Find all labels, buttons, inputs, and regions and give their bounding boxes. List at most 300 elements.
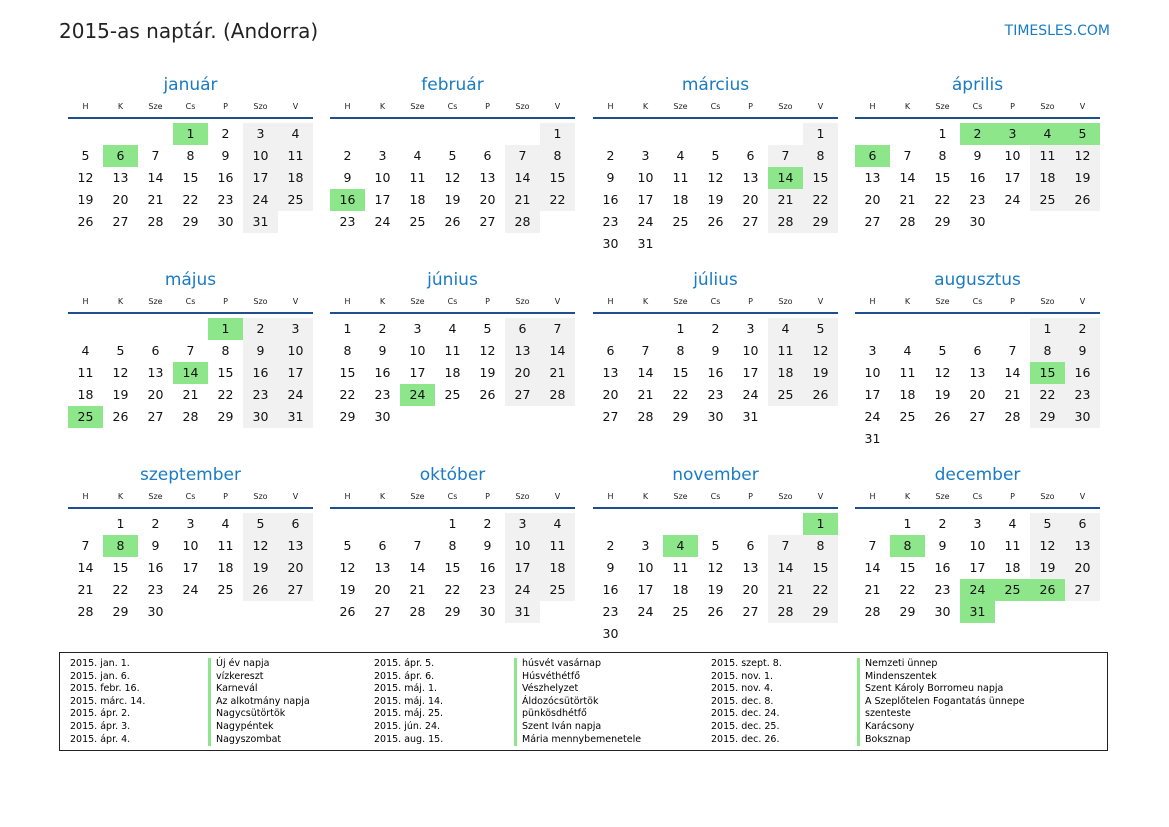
holiday-day-cell: 2 — [960, 123, 995, 145]
day-cell: 19 — [112, 387, 129, 402]
weekday-label: Cs — [972, 297, 983, 306]
day-cell: 10 — [637, 170, 654, 185]
week-row — [330, 123, 575, 145]
legend-holiday-name: Mindenszentek — [857, 671, 1025, 684]
week-row — [593, 362, 838, 384]
day-cell: 8 — [448, 538, 457, 553]
week-row — [68, 123, 313, 145]
day-cell: 28 — [147, 214, 164, 229]
weekday-label: P — [223, 297, 228, 306]
month-4 — [855, 72, 1100, 233]
day-cell: 15 — [672, 365, 689, 380]
day-cell: 17 — [637, 582, 654, 597]
empty-cell — [593, 318, 628, 340]
week-row — [330, 557, 575, 579]
week-row — [68, 557, 313, 579]
day-cell: 10 — [864, 365, 881, 380]
day-cell: 21 — [505, 189, 540, 211]
day-cell: 23 — [707, 387, 724, 402]
day-cell: 10 — [742, 343, 759, 358]
day-cell: 25 — [540, 579, 575, 601]
day-cell: 15 — [803, 557, 838, 579]
empty-cell — [505, 123, 540, 145]
week-row — [330, 579, 575, 601]
day-cell: 6 — [378, 538, 387, 553]
weekday-label: Cs — [185, 102, 196, 111]
empty-cell — [208, 601, 243, 623]
day-cell: 21 — [409, 582, 426, 597]
day-cell: 20 — [147, 387, 164, 402]
day-cell: 8 — [186, 148, 195, 163]
day-cell: 3 — [505, 513, 540, 535]
empty-cell — [733, 123, 768, 145]
day-cell: 4 — [540, 513, 575, 535]
day-cell: 5 — [938, 343, 947, 358]
empty-cell — [278, 211, 313, 233]
day-cell: 14 — [637, 365, 654, 380]
holiday-day-cell: 26 — [1030, 579, 1065, 601]
day-cell: 6 — [151, 343, 160, 358]
day-cell: 26 — [479, 387, 496, 402]
day-cell: 7 — [903, 148, 912, 163]
empty-cell — [435, 406, 470, 428]
empty-cell — [803, 406, 838, 428]
weekday-label: Cs — [447, 102, 458, 111]
page-title: 2015-as naptár. (Andorra) — [59, 19, 319, 43]
weekday-label: Sze — [148, 102, 163, 111]
weekday-label: Sze — [673, 102, 688, 111]
day-cell: 19 — [479, 365, 496, 380]
day-cell: 31 — [864, 431, 881, 446]
week-row — [68, 211, 313, 233]
day-cell: 12 — [707, 560, 724, 575]
weekday-label: K — [904, 102, 911, 111]
day-cell: 11 — [540, 535, 575, 557]
day-cell: 3 — [973, 516, 982, 531]
weekday-label: Cs — [447, 492, 458, 501]
holiday-day-cell: 3 — [995, 123, 1030, 145]
day-cell: 27 — [742, 214, 759, 229]
legend-holiday-name: pünkösdhétfő — [514, 708, 641, 721]
week-row — [68, 167, 313, 189]
day-cell: 3 — [641, 148, 650, 163]
week-row — [330, 340, 575, 362]
legend-date: 2015. nov. 1. — [711, 670, 774, 682]
day-cell: 26 — [707, 214, 724, 229]
legend-holiday-name: szenteste — [857, 708, 1025, 721]
day-cell: 5 — [81, 148, 90, 163]
brand-link[interactable]: TIMESLES.COM — [1004, 23, 1110, 39]
holiday-day-cell: 15 — [1030, 362, 1065, 384]
weekday-label: K — [117, 492, 124, 501]
day-cell: 17 — [182, 560, 199, 575]
weekday-label: Szo — [253, 102, 268, 111]
legend-date: 2015. dec. 8. — [711, 695, 774, 707]
holiday-day-cell: 6 — [103, 145, 138, 167]
day-cell: 24 — [243, 189, 278, 211]
day-cell: 15 — [112, 560, 129, 575]
empty-cell — [470, 123, 505, 145]
month-2 — [330, 72, 575, 233]
weekday-label: P — [1010, 492, 1015, 501]
day-cell: 3 — [868, 343, 877, 358]
day-cell: 30 — [934, 604, 951, 619]
day-cell: 30 — [1065, 406, 1100, 428]
day-cell: 21 — [77, 582, 94, 597]
week-row — [330, 167, 575, 189]
day-cell: 28 — [505, 211, 540, 233]
day-cell: 7 — [540, 318, 575, 340]
weekday-label: Sze — [673, 297, 688, 306]
day-cell: 13 — [969, 365, 986, 380]
empty-cell — [995, 428, 1030, 450]
day-cell: 31 — [505, 601, 540, 623]
day-cell: 1 — [938, 126, 947, 141]
empty-cell — [365, 513, 400, 535]
day-cell: 22 — [182, 192, 199, 207]
day-cell: 9 — [1065, 340, 1100, 362]
day-cell: 19 — [1030, 557, 1065, 579]
week-row — [68, 513, 313, 535]
day-cell: 21 — [182, 387, 199, 402]
holiday-day-cell: 16 — [330, 189, 365, 211]
day-cell: 28 — [768, 211, 803, 233]
day-cell: 18 — [409, 192, 426, 207]
empty-cell — [698, 233, 733, 255]
day-cell: 7 — [505, 145, 540, 167]
day-cell: 9 — [378, 343, 387, 358]
day-cell: 21 — [147, 192, 164, 207]
week-row — [593, 167, 838, 189]
week-row — [855, 123, 1100, 145]
day-cell: 9 — [938, 538, 947, 553]
day-cell: 4 — [81, 343, 90, 358]
weekday-label: Szo — [1040, 297, 1055, 306]
day-cell: 3 — [641, 538, 650, 553]
day-cell: 5 — [711, 538, 720, 553]
day-cell: 2 — [151, 516, 160, 531]
holiday-day-cell: 1 — [803, 513, 838, 535]
day-cell: 9 — [151, 538, 160, 553]
week-row — [68, 601, 313, 623]
day-cell: 5 — [343, 538, 352, 553]
day-cell: 2 — [343, 148, 352, 163]
legend-names-col-3 — [857, 658, 1025, 746]
day-cell: 15 — [444, 560, 461, 575]
empty-cell — [330, 513, 365, 535]
day-cell: 24 — [637, 604, 654, 619]
day-cell: 11 — [768, 340, 803, 362]
weekday-label: V — [554, 102, 561, 111]
week-row — [330, 145, 575, 167]
weekday-label: H — [82, 102, 89, 111]
day-cell: 23 — [602, 604, 619, 619]
day-cell: 17 — [243, 167, 278, 189]
day-cell: 6 — [278, 513, 313, 535]
day-cell: 1 — [676, 321, 685, 336]
weekday-label: H — [869, 297, 876, 306]
legend-holiday-name: Áldozócsütörtök — [514, 696, 641, 709]
day-cell: 12 — [444, 170, 461, 185]
day-cell: 19 — [803, 362, 838, 384]
week-row — [593, 189, 838, 211]
empty-cell — [68, 513, 103, 535]
day-cell: 7 — [868, 538, 877, 553]
day-cell: 27 — [147, 409, 164, 424]
day-cell: 3 — [378, 148, 387, 163]
empty-cell — [173, 318, 208, 340]
day-cell: 29 — [182, 214, 199, 229]
day-cell: 12 — [112, 365, 129, 380]
day-cell: 13 — [479, 170, 496, 185]
weekday-label: K — [117, 102, 124, 111]
holiday-day-cell: 24 — [400, 384, 435, 406]
legend-date: 2015. máj. 14. — [374, 695, 444, 707]
week-row — [593, 513, 838, 535]
day-cell: 18 — [768, 362, 803, 384]
empty-cell — [995, 318, 1030, 340]
day-cell: 17 — [637, 192, 654, 207]
day-cell: 13 — [864, 170, 881, 185]
empty-cell — [890, 123, 925, 145]
week-row — [593, 535, 838, 557]
day-cell: 24 — [637, 214, 654, 229]
legend-date: 2015. febr. 16. — [70, 683, 140, 695]
day-cell: 10 — [278, 340, 313, 362]
day-cell: 19 — [707, 192, 724, 207]
day-cell: 5 — [1030, 513, 1065, 535]
empty-cell — [1030, 601, 1065, 623]
week-row — [68, 579, 313, 601]
month-name: április — [951, 75, 1004, 95]
empty-cell — [540, 211, 575, 233]
legend-holiday-name: Vészhelyzet — [514, 683, 641, 696]
day-cell: 18 — [77, 387, 94, 402]
holiday-day-cell: 24 — [960, 579, 995, 601]
day-cell: 3 — [186, 516, 195, 531]
day-cell: 24 — [182, 582, 199, 597]
day-cell: 21 — [540, 362, 575, 384]
weekday-label: Sze — [935, 102, 950, 111]
day-cell: 2 — [938, 516, 947, 531]
week-row — [855, 211, 1100, 233]
legend-names-col-1 — [208, 658, 310, 746]
day-cell: 10 — [243, 145, 278, 167]
weekday-label: Sze — [935, 297, 950, 306]
week-row — [855, 384, 1100, 406]
day-cell: 10 — [1004, 148, 1021, 163]
weekday-header — [330, 490, 575, 509]
holiday-day-cell: 25 — [995, 579, 1030, 601]
legend-dates-col-3 — [711, 658, 782, 746]
weekday-label: Sze — [673, 492, 688, 501]
holiday-day-cell: 31 — [960, 601, 995, 623]
day-cell: 10 — [409, 343, 426, 358]
day-cell: 17 — [278, 362, 313, 384]
day-cell: 2 — [221, 126, 230, 141]
weekday-label: H — [344, 297, 351, 306]
weekday-label: Sze — [935, 492, 950, 501]
day-cell: 4 — [413, 148, 422, 163]
weekday-header — [593, 490, 838, 509]
day-cell: 23 — [602, 214, 619, 229]
day-cell: 5 — [243, 513, 278, 535]
day-cell: 1 — [343, 321, 352, 336]
weekday-label: V — [817, 297, 824, 306]
day-cell: 1 — [116, 516, 125, 531]
day-cell: 14 — [409, 560, 426, 575]
weekday-label: Szo — [778, 492, 793, 501]
day-cell: 8 — [938, 148, 947, 163]
legend-holiday-name: Húsvéthétfő — [514, 671, 641, 684]
day-cell: 26 — [1065, 189, 1100, 211]
day-cell: 15 — [803, 167, 838, 189]
weekday-label: K — [379, 297, 386, 306]
day-cell: 13 — [374, 560, 391, 575]
day-cell: 14 — [768, 557, 803, 579]
day-cell: 27 — [374, 604, 391, 619]
week-row — [855, 535, 1100, 557]
weekday-label: V — [292, 102, 299, 111]
week-row — [593, 406, 838, 428]
day-cell: 18 — [217, 560, 234, 575]
empty-cell — [68, 123, 103, 145]
empty-cell — [628, 318, 663, 340]
day-cell: 1 — [448, 516, 457, 531]
day-cell: 29 — [217, 409, 234, 424]
weekday-header — [330, 100, 575, 119]
legend-holiday-name: Nagypéntek — [208, 721, 310, 734]
day-cell: 7 — [641, 343, 650, 358]
holiday-day-cell: 8 — [103, 535, 138, 557]
day-cell: 27 — [1065, 579, 1100, 601]
weekday-label: Szo — [778, 102, 793, 111]
day-cell: 4 — [221, 516, 230, 531]
empty-cell — [698, 623, 733, 645]
day-cell: 29 — [672, 409, 689, 424]
day-cell: 18 — [672, 192, 689, 207]
weekday-label: Sze — [410, 297, 425, 306]
holiday-day-cell: 25 — [68, 406, 103, 428]
day-cell: 29 — [1030, 406, 1065, 428]
week-row — [330, 362, 575, 384]
day-cell: 2 — [606, 148, 615, 163]
weekday-label: P — [748, 102, 753, 111]
weekday-label: Szo — [1040, 492, 1055, 501]
day-cell: 20 — [742, 192, 759, 207]
week-row — [68, 189, 313, 211]
day-cell: 15 — [217, 365, 234, 380]
day-cell: 9 — [343, 170, 352, 185]
week-row — [593, 233, 838, 255]
legend-date: 2015. jan. 1. — [70, 658, 130, 669]
day-cell: 17 — [969, 560, 986, 575]
empty-cell — [768, 233, 803, 255]
day-cell: 21 — [768, 189, 803, 211]
empty-cell — [960, 428, 995, 450]
empty-cell — [1065, 428, 1100, 450]
month-6 — [330, 267, 575, 428]
legend-holiday-name: Nagycsütörtök — [208, 708, 310, 721]
day-cell: 27 — [278, 579, 313, 601]
empty-cell — [698, 513, 733, 535]
day-cell: 20 — [505, 362, 540, 384]
weekday-label: Szo — [253, 297, 268, 306]
day-cell: 20 — [969, 387, 986, 402]
day-cell: 4 — [278, 123, 313, 145]
weekday-label: P — [1010, 297, 1015, 306]
day-cell: 11 — [409, 170, 426, 185]
weekday-label: Sze — [410, 492, 425, 501]
week-row — [855, 406, 1100, 428]
day-cell: 3 — [413, 321, 422, 336]
month-3 — [593, 72, 838, 255]
weekday-label: H — [869, 492, 876, 501]
weekday-label: Sze — [410, 102, 425, 111]
day-cell: 26 — [444, 214, 461, 229]
month-12 — [855, 462, 1100, 623]
day-cell: 5 — [116, 343, 125, 358]
week-row — [593, 623, 838, 645]
day-cell: 10 — [182, 538, 199, 553]
day-cell: 23 — [217, 192, 234, 207]
week-row — [330, 384, 575, 406]
day-cell: 13 — [602, 365, 619, 380]
week-row — [593, 384, 838, 406]
empty-cell — [103, 123, 138, 145]
day-cell: 5 — [711, 148, 720, 163]
legend-holiday-name: Szent Károly Borromeu napja — [857, 683, 1025, 696]
day-cell: 23 — [479, 582, 496, 597]
day-cell: 10 — [637, 560, 654, 575]
holiday-day-cell: 4 — [663, 535, 698, 557]
weekday-label: K — [904, 492, 911, 501]
day-cell: 6 — [746, 148, 755, 163]
day-cell: 1 — [903, 516, 912, 531]
legend-date: 2015. dec. 24. — [711, 708, 780, 720]
legend-holiday-name: Karácsony — [857, 721, 1025, 734]
empty-cell — [855, 513, 890, 535]
day-cell: 14 — [1004, 365, 1021, 380]
day-cell: 16 — [707, 365, 724, 380]
day-cell: 18 — [899, 387, 916, 402]
day-cell: 31 — [278, 406, 313, 428]
empty-cell — [803, 623, 838, 645]
day-cell: 14 — [77, 560, 94, 575]
day-cell: 6 — [505, 318, 540, 340]
holiday-legend — [59, 652, 1108, 751]
month-name: január — [163, 75, 218, 95]
day-cell: 15 — [899, 560, 916, 575]
weekday-label: V — [554, 492, 561, 501]
weekday-label: H — [607, 492, 614, 501]
week-row — [68, 384, 313, 406]
legend-date: 2015. ápr. 2. — [70, 708, 131, 720]
empty-cell — [400, 406, 435, 428]
day-cell: 12 — [77, 170, 94, 185]
week-row — [855, 513, 1100, 535]
day-cell: 20 — [1065, 557, 1100, 579]
legend-date: 2015. dec. 25. — [711, 720, 780, 732]
day-cell: 26 — [803, 384, 838, 406]
day-cell: 4 — [1008, 516, 1017, 531]
weekday-label: H — [344, 492, 351, 501]
day-cell: 18 — [1004, 560, 1021, 575]
day-cell: 6 — [606, 343, 615, 358]
legend-date: 2015. aug. 15. — [374, 733, 444, 745]
week-row — [68, 406, 313, 428]
day-cell: 31 — [637, 236, 654, 251]
